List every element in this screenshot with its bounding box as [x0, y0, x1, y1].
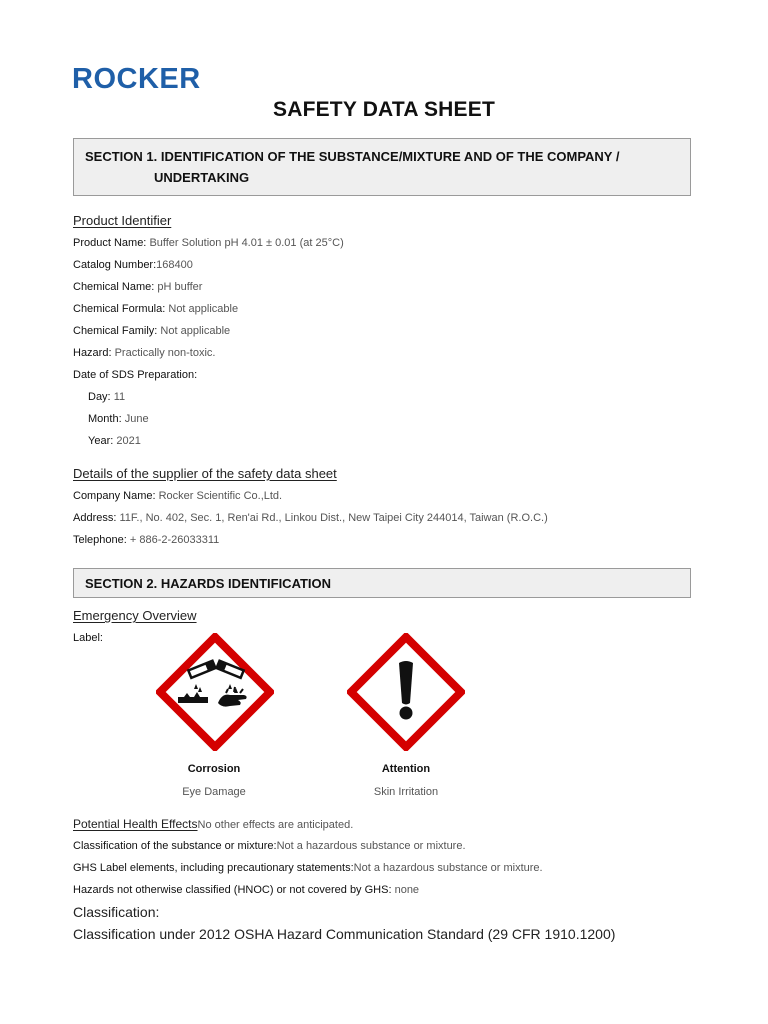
product-name-value: Buffer Solution pH 4.01 ± 0.01 (at 25°C) — [149, 237, 344, 249]
section-2-header — [73, 568, 691, 598]
attention-subtitle: Skin Irritation — [373, 786, 439, 798]
logo-text: ROCKER — [72, 63, 201, 94]
chemical-family-label: Chemical Family: — [73, 325, 158, 337]
telephone-label: Telephone: — [73, 534, 127, 546]
chemical-formula-row — [73, 303, 238, 315]
section-1-title-line1: SECTION 1. IDENTIFICATION OF THE SUBSTANCE/MIXTURE AND OF THE COMPANY / — [85, 149, 620, 164]
catalog-number-label: Catalog Number: — [73, 259, 157, 271]
year-row — [88, 435, 141, 447]
document-title: SAFETY DATA SHEET — [273, 98, 495, 121]
chemical-formula-value: Not applicable — [168, 303, 239, 315]
corrosion-caption: Corrosion — [187, 763, 241, 775]
company-logo — [72, 62, 244, 99]
health-effects-value: No other effects are anticipated. — [197, 819, 354, 831]
hazard-value: Practically non-toxic. — [114, 347, 216, 359]
product-name-row — [73, 237, 344, 249]
day-value: 11 — [113, 391, 126, 403]
month-value: June — [124, 413, 149, 425]
classification-heading: Classification: — [73, 904, 160, 920]
product-identifier-heading: Product Identifier — [73, 213, 172, 228]
supplier-heading: Details of the supplier of the safety data sheet — [73, 466, 337, 481]
hnoc-row — [73, 884, 419, 896]
day-row — [88, 391, 125, 403]
chemical-name-row — [73, 281, 202, 293]
osha-classification-text: Classification under 2012 OSHA Hazard Communication Standard (29 CFR 1910.1200) — [73, 926, 616, 942]
hazard-label: Hazard: — [73, 347, 112, 359]
address-value: 11F., No. 402, Sec. 1, Ren'ai Rd., Linkou Dist., New Taipei City 244014, Taiwan (R.O.C.) — [119, 512, 548, 524]
chemical-family-row — [73, 325, 230, 337]
year-value: 2021 — [116, 435, 141, 447]
ghs-row — [73, 862, 543, 874]
classification-label: Classification of the substance or mixture: — [73, 840, 277, 852]
section-1-title-line2: UNDERTAKING — [154, 170, 250, 185]
hnoc-label: Hazards not otherwise classified (HNOC) or not covered by GHS: — [73, 884, 392, 896]
company-name-value: Rocker Scientific Co.,Ltd. — [158, 490, 283, 502]
day-label: Day: — [88, 391, 111, 403]
ghs-value: Not a hazardous substance or mixture. — [353, 862, 543, 874]
telephone-row — [73, 534, 219, 546]
emergency-overview-heading: Emergency Overview — [73, 608, 197, 623]
ghs-label: GHS Label elements, including precautionary statements: — [73, 862, 354, 874]
hnoc-value: none — [394, 884, 420, 896]
telephone-value: + 886-2-26033311 — [129, 534, 220, 546]
corrosion-icon — [156, 633, 274, 756]
hazard-row — [73, 347, 215, 359]
chemical-formula-label: Chemical Formula: — [73, 303, 166, 315]
year-label: Year: — [88, 435, 114, 447]
health-effects-row — [73, 817, 353, 831]
month-row — [88, 413, 149, 425]
health-effects-heading: Potential Health Effects — [73, 817, 198, 831]
section-1-header — [73, 138, 691, 196]
sds-date-label: Date of SDS Preparation: — [73, 369, 198, 381]
company-name-label: Company Name: — [73, 490, 156, 502]
section-2-title: SECTION 2. HAZARDS IDENTIFICATION — [85, 576, 332, 591]
catalog-number-row — [73, 259, 193, 271]
chemical-name-label: Chemical Name: — [73, 281, 155, 293]
classification-value: Not a hazardous substance or mixture. — [276, 840, 466, 852]
corrosion-subtitle: Eye Damage — [182, 786, 246, 798]
catalog-number-value: 168400 — [156, 259, 193, 271]
classification-row — [73, 840, 466, 852]
chemical-name-value: pH buffer — [157, 281, 203, 293]
company-name-row — [73, 490, 282, 502]
chemical-family-value: Not applicable — [160, 325, 231, 337]
label-text: Label: — [73, 632, 103, 644]
exclamation-icon — [347, 633, 465, 756]
address-row — [73, 512, 548, 524]
address-label: Address: — [73, 512, 117, 524]
month-label: Month: — [88, 413, 122, 425]
product-name-label: Product Name: — [73, 237, 147, 249]
attention-caption: Attention — [381, 763, 431, 775]
